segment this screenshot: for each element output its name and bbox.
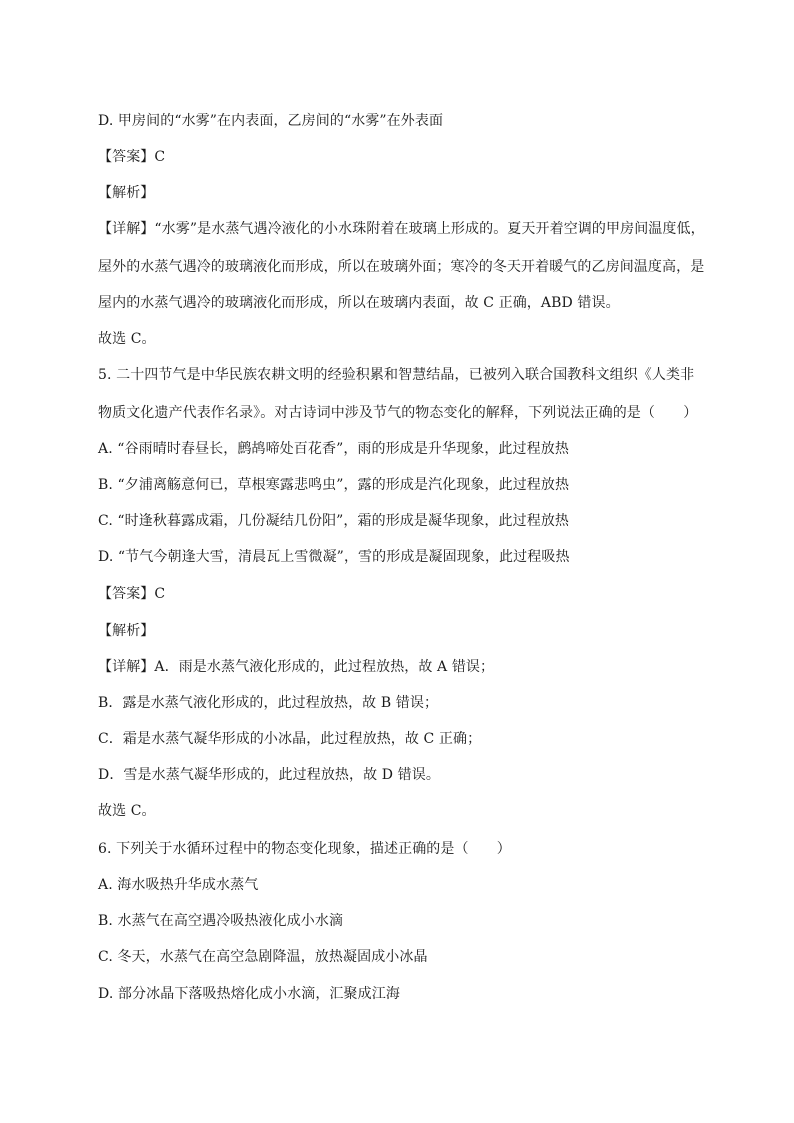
q5-analysis-heading: 【解析】 <box>98 623 155 639</box>
q4-option-d: D. 甲房间的“水雾”在内表面，乙房间的“水雾”在外表面 <box>98 113 444 129</box>
q6-option-c: C. 冬天，水蒸气在高空急剧降温，放热凝固成小冰晶 <box>98 949 428 965</box>
q5-detail-c: C．霜是水蒸气凝华形成的小冰晶，此过程放热，故 C 正确； <box>98 731 482 747</box>
q6-option-d: D. 部分冰晶下落吸热熔化成小水滴，汇聚成江海 <box>98 986 400 1002</box>
q4-conclusion: 故选 C。 <box>98 331 156 347</box>
q5-detail-d: D．雪是水蒸气凝华形成的，此过程放热，故 D 错误。 <box>98 767 440 783</box>
q5-stem-line-1: 5. 二十四节气是中华民族农耕文明的经验积累和智慧结晶，已被列入联合国教科文组织《人类非 <box>98 367 695 383</box>
q5-option-b: B. “夕浦离觞意何已，草根寒露悲鸣虫”，露的形成是汽化现象，此过程放热 <box>98 477 570 493</box>
q5-option-c: C. “时逢秋暮露成霜，几份凝结几份阳”，霜的形成是凝华现象，此过程放热 <box>98 513 570 529</box>
q6-option-b: B. 水蒸气在高空遇冷吸热液化成小水滴 <box>98 913 344 929</box>
q6-option-a: A. 海水吸热升华成水蒸气 <box>98 877 259 893</box>
q5-answer: 【答案】C <box>98 586 166 602</box>
q4-analysis-heading: 【解析】 <box>98 185 155 201</box>
q5-option-a: A. “谷雨晴时春昼长，鹧鸪啼处百花香”，雨的形成是升华现象，此过程放热 <box>98 441 569 457</box>
q4-detail-line-3: 屋内的水蒸气遇冷的玻璃液化而形成，所以在玻璃内表面，故 C 正确，ABD 错误。 <box>98 295 620 311</box>
q5-detail-b: B．露是水蒸气液化形成的，此过程放热，故 B 错误； <box>98 695 439 711</box>
q5-stem-line-2: 物质文化遗产代表作名录》。对古诗词中涉及节气的物态变化的解释，下列说法正确的是（ ） <box>98 405 698 421</box>
q5-conclusion: 故选 C。 <box>98 803 156 819</box>
q6-stem: 6. 下列关于水循环过程中的物态变化现象，描述正确的是（ ） <box>98 841 511 857</box>
q5-detail-a: 【详解】A．雨是水蒸气液化形成的，此过程放热，故 A 错误； <box>98 659 495 675</box>
q4-detail-line-2: 屋外的水蒸气遇冷的玻璃液化而形成，所以在玻璃外面；寒冷的冬天开着暖气的乙房间温度高，是 <box>98 259 705 275</box>
q4-detail-line-1: 【详解】“水雾”是水蒸气遇冷液化的小水珠附着在玻璃上形成的。夏天开着空调的甲房间温度低， <box>98 221 705 237</box>
q4-answer: 【答案】C <box>98 149 166 165</box>
q5-option-d: D. “节气今朝逢大雪，清晨瓦上雪微凝”，雪的形成是凝固现象，此过程吸热 <box>98 549 570 565</box>
